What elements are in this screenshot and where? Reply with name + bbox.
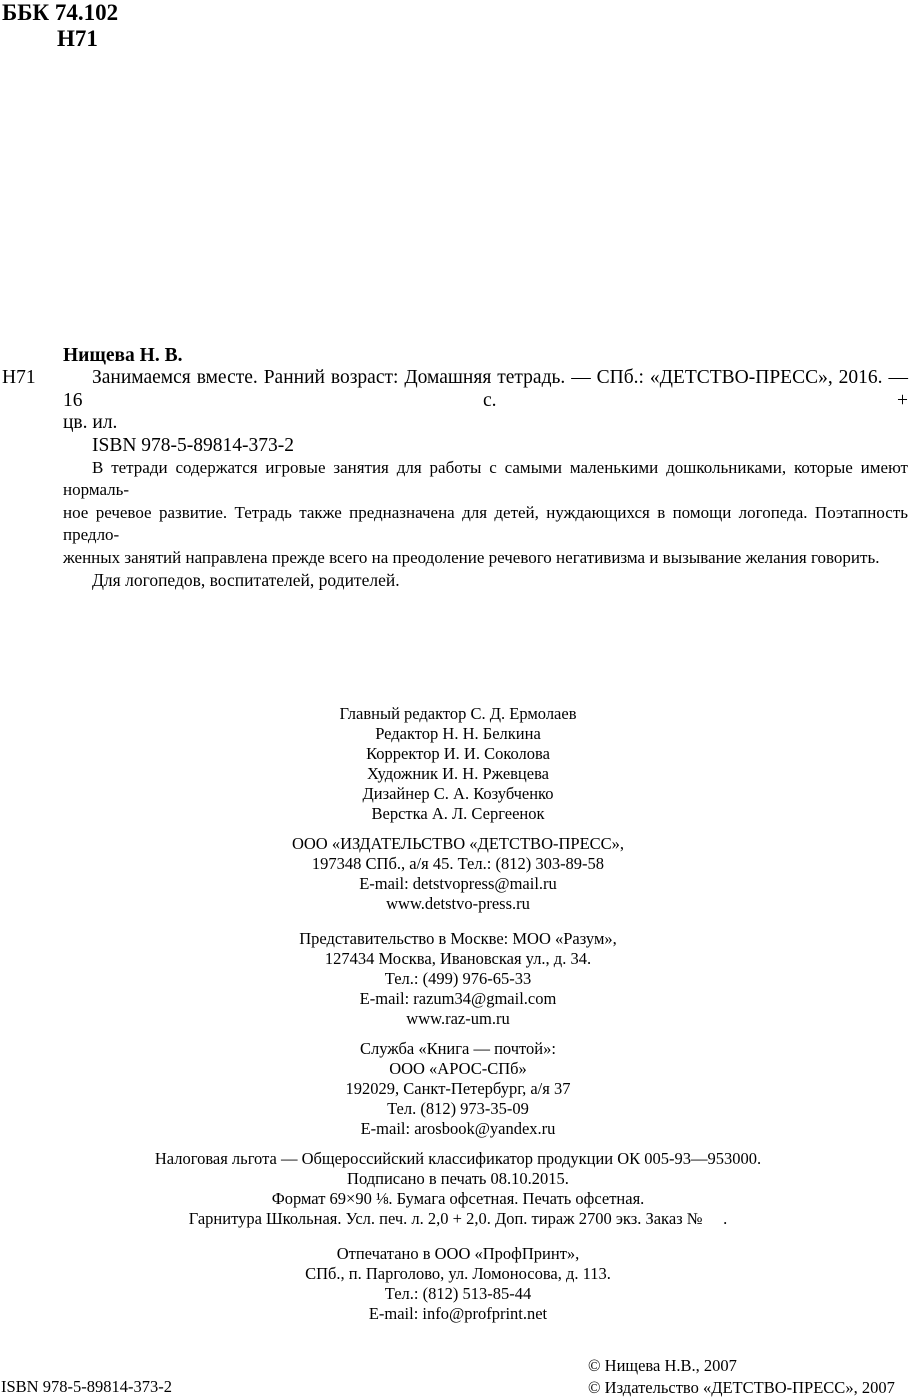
mail-service-title: Служба «Книга — почтой»: bbox=[360, 1039, 556, 1058]
publisher-website: www.detstvo-press.ru bbox=[386, 894, 530, 913]
mail-service-company: ООО «АРОС-СПб» bbox=[389, 1059, 527, 1078]
card-title-line-1: Занимаемся вместе. Ранний возраст: Домашняя тетрадь. — СПб.: «ДЕТСТВО-ПРЕСС», 2016. — 16 с. + bbox=[63, 367, 908, 411]
moscow-office-address: 127434 Москва, Ивановская ул., д. 34. bbox=[324, 949, 592, 968]
author-sign-code: Н71 bbox=[57, 26, 98, 51]
credit-layout: Верстка А. Л. Сергеенок bbox=[371, 804, 545, 823]
credit-artist: Художник И. Н. Ржевцева bbox=[367, 764, 549, 783]
annotation-line-3: женных занятий направлена прежде всего на преодоление речевого негативизма и вызывание желания говорить. bbox=[63, 547, 880, 567]
printing-house-phone: Тел.: (812) 513-85-44 bbox=[384, 1284, 532, 1303]
footer-isbn: ISBN 978-5-89814-373-2 bbox=[1, 1377, 172, 1396]
card-title-line-2: цв. ил. bbox=[63, 412, 118, 434]
mail-service-email: E-mail: arosbook@yandex.ru bbox=[360, 1119, 556, 1138]
mail-order-service-block bbox=[0, 1039, 916, 1139]
credit-designer: Дизайнер С. А. Козубченко bbox=[362, 784, 554, 803]
card-isbn: ISBN 978-5-89814-373-2 bbox=[92, 434, 295, 456]
annotation-line-1: В тетради содержатся игровые занятия для работы с самыми маленькими дошкольниками, которые имеют нормаль- bbox=[63, 458, 908, 500]
credit-chief-editor: Главный редактор С. Д. Ермолаев bbox=[339, 704, 577, 723]
annotation-line-2: ное речевое развитие. Тетрадь также предназначена для детей, нуждающихся в помощи логопеда. Поэтапность предло- bbox=[63, 502, 908, 545]
copyright-block bbox=[588, 1355, 895, 1397]
publisher-email: E-mail: detstvopress@mail.ru bbox=[359, 874, 557, 893]
format-paper-line: Формат 69×90 ⅛. Бумага офсетная. Печать офсетная. bbox=[271, 1189, 645, 1208]
mail-service-address: 192029, Санкт-Петербург, а/я 37 bbox=[345, 1079, 571, 1098]
typeface-run-order-line: Гарнитура Школьная. Усл. печ. л. 2,0 + 2,0. Доп. тираж 2700 экз. Заказ № . bbox=[188, 1209, 728, 1228]
staff-credits-block bbox=[0, 704, 916, 824]
publisher-name: ООО «ИЗДАТЕЛЬСТВО «ДЕТСТВО-ПРЕСС», bbox=[291, 834, 625, 853]
moscow-office-email: E-mail: razum34@gmail.com bbox=[359, 989, 557, 1008]
catalog-card bbox=[2, 345, 908, 591]
copyright-author: © Нищева Н.В., 2007 bbox=[588, 1356, 737, 1375]
credit-editor: Редактор Н. Н. Белкина bbox=[375, 724, 541, 743]
tax-benefit-line: Налоговая льгота — Общероссийский классификатор продукции ОК 005-93—953000. bbox=[154, 1149, 762, 1168]
bbk-number: ББК 74.102 bbox=[2, 0, 119, 25]
print-technical-info-block bbox=[0, 1149, 916, 1229]
signed-to-print-line: Подписано в печать 08.10.2015. bbox=[347, 1169, 569, 1188]
bbk-classification-block bbox=[2, 0, 118, 52]
printing-house-name: Отпечатано в ООО «ПрофПринт», bbox=[336, 1244, 580, 1263]
mail-service-phone: Тел. (812) 973-35-09 bbox=[387, 1099, 529, 1118]
printing-house-block bbox=[0, 1244, 916, 1324]
publisher-contact-block bbox=[0, 834, 916, 914]
moscow-office-phone: Тел.: (499) 976-65-33 bbox=[384, 969, 532, 988]
publisher-address-phone: 197348 СПб., а/я 45. Тел.: (812) 303-89-58 bbox=[311, 854, 605, 873]
audience-note: Для логопедов, воспитателей, родителей. bbox=[92, 570, 400, 591]
printing-house-email: E-mail: info@profprint.net bbox=[368, 1304, 548, 1323]
moscow-office-name: Представительство в Москве: МОО «Разум», bbox=[299, 929, 617, 948]
moscow-office-block bbox=[0, 929, 916, 1029]
credit-proofreader: Корректор И. И. Соколова bbox=[366, 744, 550, 763]
copyright-publisher: © Издательство «ДЕТСТВО-ПРЕСС», 2007 bbox=[588, 1377, 895, 1397]
moscow-office-website: www.raz-um.ru bbox=[406, 1009, 510, 1028]
card-author: Нищева Н. В. bbox=[63, 345, 183, 366]
printing-house-address: СПб., п. Парголово, ул. Ломоносова, д. 113. bbox=[305, 1264, 611, 1283]
card-hanging-index: Н71 bbox=[2, 367, 36, 389]
